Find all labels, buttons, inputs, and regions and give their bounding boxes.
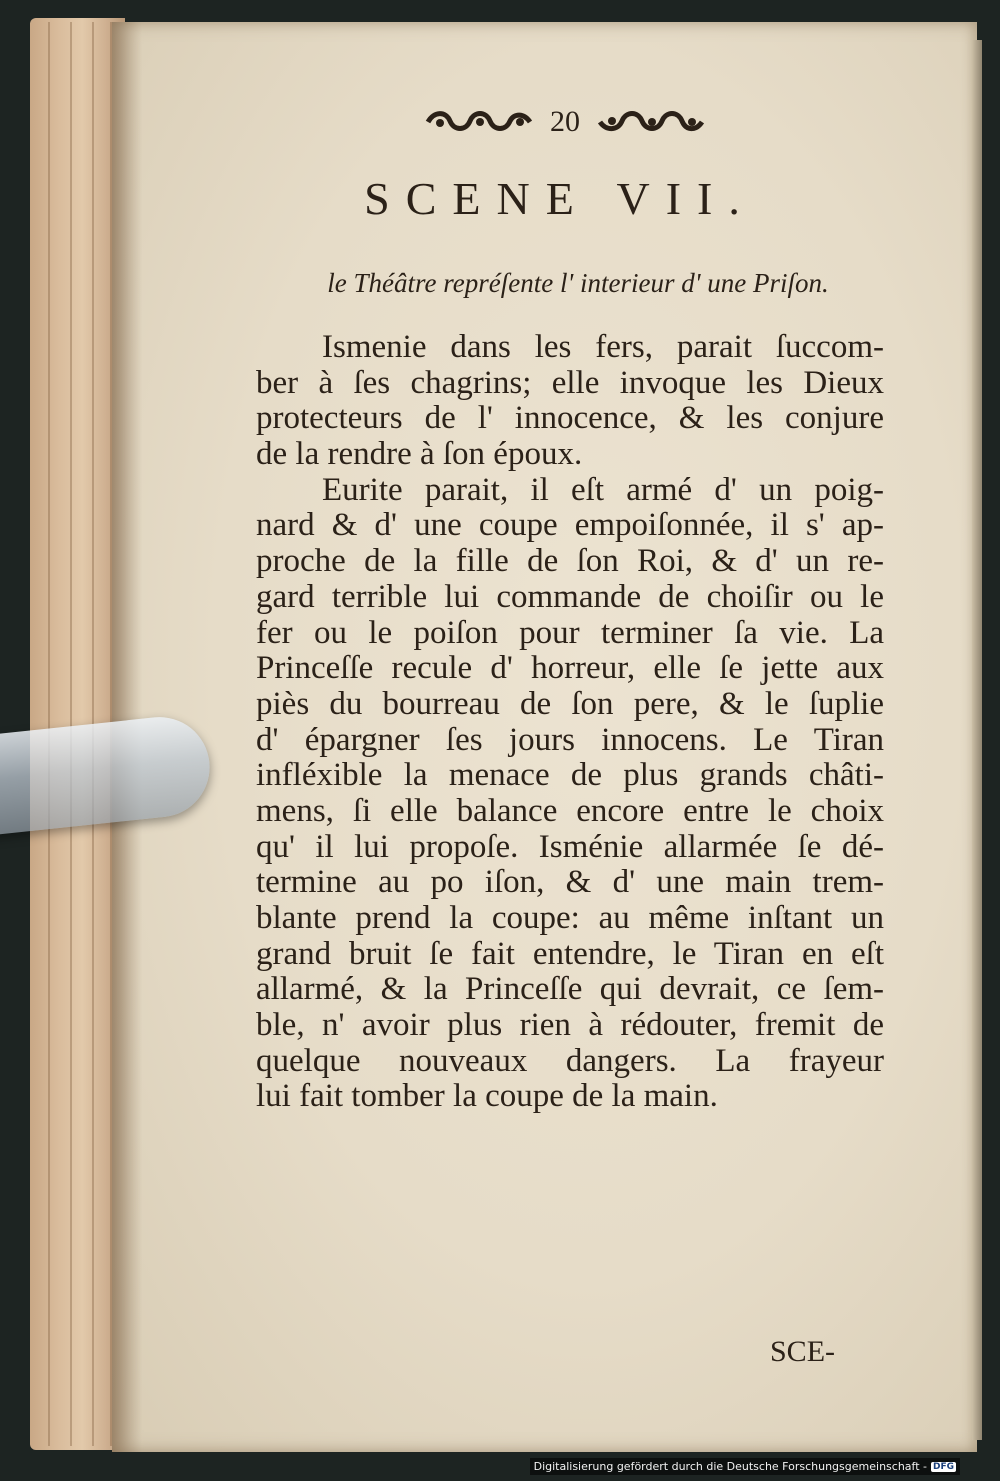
page-header (420, 100, 710, 144)
text-line: Ismenie dans les fers, parait ſuccom- (322, 329, 884, 365)
catchword: SCE- (770, 1335, 836, 1368)
text-line: lui fait tomber la coupe de la main. (256, 1078, 718, 1115)
credit-text: Digitalisierung gefördert durch die Deutsche Forschungsgemeinschaft - (533, 1460, 927, 1473)
text-line: Princeſſe recule d' horreur, elle ſe jette aux (256, 650, 884, 687)
digitization-credit (530, 1458, 960, 1475)
text-line: mens, ſi elle balance encore entre le choix (256, 792, 884, 829)
text-line: gard terrible lui commande de choiſir ou le (256, 578, 884, 615)
text-line: infléxible la menace de plus grands châti- (256, 757, 884, 794)
text-line: protecteurs de l' innocence, & les conjure (256, 400, 884, 437)
text-line: blante prend la coupe: au même inſtant un (256, 900, 884, 936)
text-line: nard & d' une coupe empoiſonnée, il s' ap- (256, 507, 884, 544)
text-line: qu' il lui propoſe. Isménie allarmée ſe dé- (256, 828, 884, 865)
right-ornament-icon (596, 107, 706, 137)
text-line: termine au po iſon, & d' une main trem- (256, 864, 884, 901)
text-line: Eurite parait, il eſt armé d' un poig- (322, 471, 884, 508)
text-line: d' épargner ſes jours innocens. Le Tiran (256, 721, 884, 758)
scene-title: SCENE VII. (364, 173, 756, 224)
text-line: piès du bourreau de ſon pere, & le ſuplie (256, 685, 884, 722)
dfg-logo: DFG (932, 1461, 954, 1472)
text-line: quelque nouveaux dangers. La frayeur (256, 1042, 884, 1079)
left-ornament-icon (424, 107, 534, 137)
text-line: de la rendre à ſon époux. (256, 436, 583, 473)
text-line: ber à ſes chagrins; elle invoque les Dieux (256, 364, 884, 401)
body-text (256, 330, 884, 1115)
stage-direction: le Théâtre repréſente l' interieur d' une Priſon. (327, 268, 829, 298)
text-line: grand bruit ſe fait entendre, le Tiran en eſt (256, 935, 884, 972)
text-line: allarmé, & la Princeſſe qui devrait, ce ſem- (256, 971, 884, 1008)
page-right-edge (972, 40, 982, 1440)
page-number: 20 (550, 105, 580, 138)
text-line: proche de la fille de ſon Roi, & d' un re- (256, 543, 884, 580)
text-line: ble, n' avoir plus rien à rédouter, fremit de (256, 1007, 884, 1044)
text-line: fer ou le poiſon pour terminer ſa vie. La (256, 614, 884, 651)
